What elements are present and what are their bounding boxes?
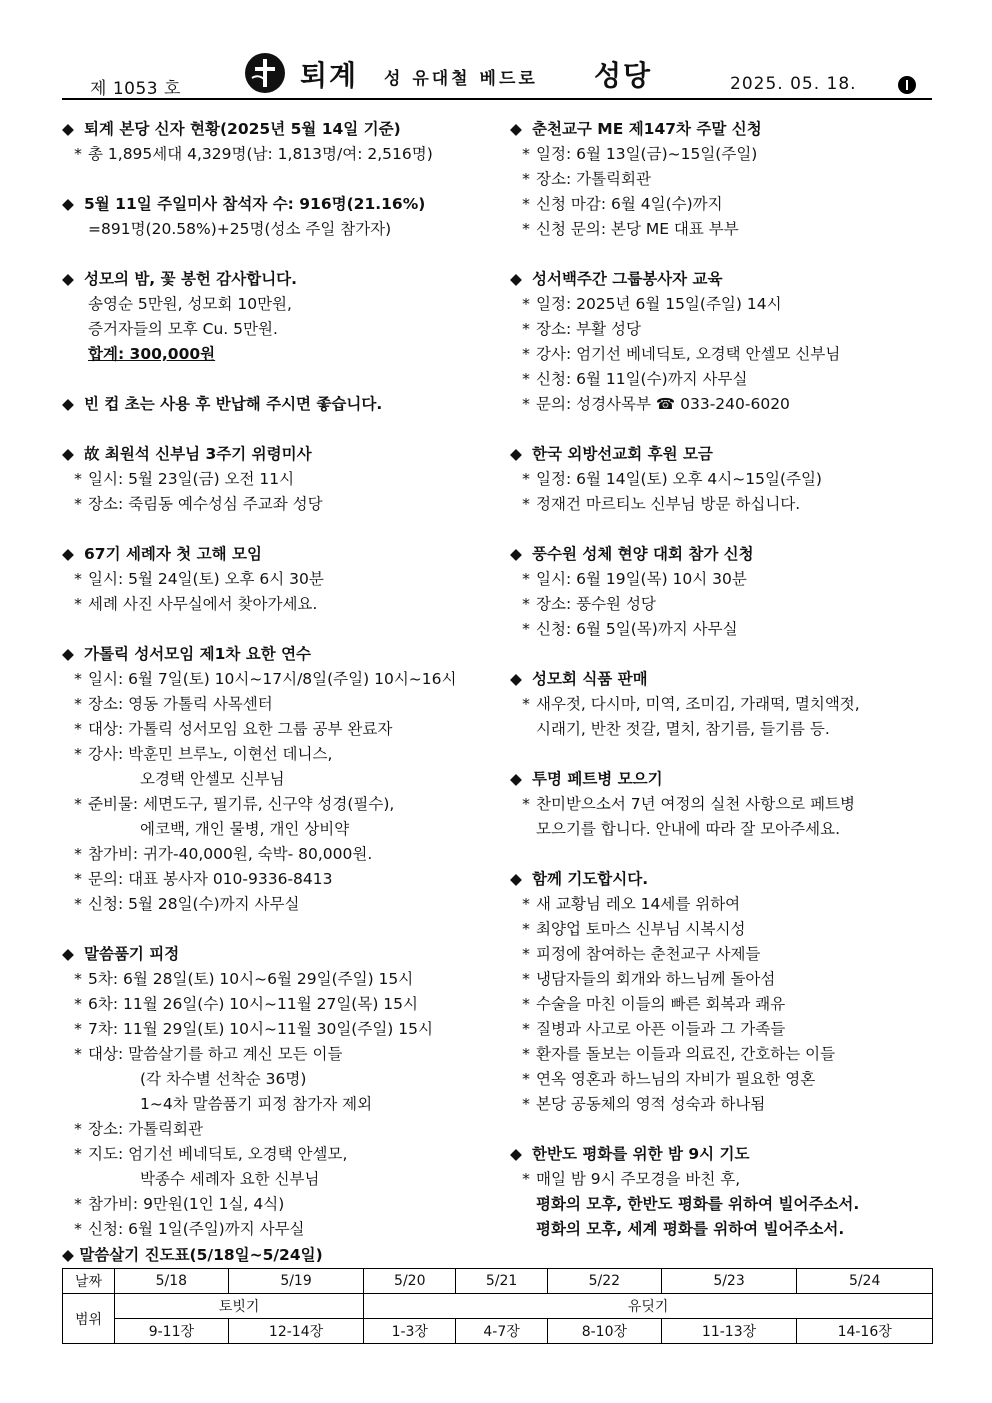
bullet-marker: * (522, 195, 530, 213)
bullet-marker: * (522, 170, 530, 188)
spacer (510, 1117, 940, 1142)
bullet-text: 장소: 부활 성당 (536, 320, 641, 338)
continuation-line: (각 차수별 선착순 36명) (140, 1070, 307, 1088)
bullet-marker: * (74, 145, 82, 163)
bullet-item (510, 492, 940, 517)
bullet-item (510, 342, 940, 367)
diamond-icon: ◆ (62, 645, 74, 663)
bullet-marker: * (522, 295, 530, 313)
chapter-cell: 9-11장 (115, 1319, 229, 1344)
continuation-line: 에코백, 개인 물병, 개인 상비약 (140, 820, 350, 838)
diamond-icon: ◆ (62, 195, 74, 213)
bullet-text: 장소: 풍수원 성당 (536, 595, 656, 613)
diamond-icon: ◆ (62, 545, 74, 563)
bullet-marker: * (74, 1120, 82, 1138)
bullet-marker: * (522, 570, 530, 588)
notice-heading (510, 267, 940, 292)
right-column (510, 117, 940, 1242)
bullet-text: 정재건 마르티노 신부님 방문 하십니다. (536, 495, 801, 513)
spacer (510, 242, 940, 267)
bullet-text: 매일 밤 9시 주모경을 바친 후, (536, 1170, 741, 1188)
chapter-row (63, 1319, 933, 1344)
notice-heading (62, 542, 502, 567)
bullet-item (62, 842, 502, 867)
bullet-marker: * (74, 995, 82, 1013)
bullet-marker: * (522, 995, 530, 1013)
notice-heading (510, 442, 940, 467)
bullet-item (510, 392, 940, 417)
bullet-marker: * (522, 970, 530, 988)
bullet-marker: * (74, 595, 82, 613)
spacer (62, 367, 502, 392)
bullet-item (510, 967, 940, 992)
heading-text: 퇴계 본당 신자 현황(2025년 5월 14일 기준) (84, 120, 401, 138)
bullet-text: 6차: 11월 26일(수) 10시~11월 27일(목) 15시 (88, 995, 418, 1013)
heading-text: 풍수원 성체 현양 대회 참가 신청 (532, 545, 754, 563)
bullet-text: 일시: 5월 24일(토) 오후 6시 30분 (88, 570, 324, 588)
spacer (62, 167, 502, 192)
spacer (510, 517, 940, 542)
bullet-marker: * (522, 620, 530, 638)
spacer (62, 517, 502, 542)
notice-heading (510, 542, 940, 567)
bullet-marker: * (74, 670, 82, 688)
continuation-line: 모으기를 합니다. 안내에 따라 잘 모아주세요. (536, 820, 841, 838)
bullet-text: 총 1,895세대 4,329명(남: 1,813명/여: 2,516명) (88, 145, 433, 163)
notice-heading (62, 267, 502, 292)
bullet-text: 장소: 영동 가톨릭 사목센터 (88, 695, 273, 713)
date-cell: 5/22 (548, 1269, 662, 1294)
bullet-item (510, 942, 940, 967)
bullet-marker: * (74, 895, 82, 913)
bullet-text: 장소: 가톨릭회관 (536, 170, 651, 188)
diamond-icon: ◆ (62, 445, 74, 463)
spacer (62, 242, 502, 267)
bullet-marker: * (74, 1220, 82, 1238)
bullet-item (510, 567, 940, 592)
heading-text: 67기 세례자 첫 고해 모임 (84, 545, 262, 563)
bullet-item (510, 792, 940, 817)
bullet-text: 신청: 6월 1일(주일)까지 사무실 (88, 1220, 305, 1238)
range-header: 범위 (63, 1294, 115, 1344)
bullet-item (62, 142, 502, 167)
bullet-marker: * (522, 1020, 530, 1038)
bullet-marker: * (522, 395, 530, 413)
bullet-text: 신청: 6월 11일(수)까지 사무실 (536, 370, 748, 388)
diamond-icon: ◆ (510, 270, 522, 288)
bullet-item (62, 467, 502, 492)
book-row (63, 1294, 933, 1319)
bullet-text: 본당 공동체의 영적 성숙과 하나됨 (536, 1095, 766, 1113)
spacer (510, 417, 940, 442)
chapter-cell: 4-7장 (456, 1319, 548, 1344)
bullet-text: 대상: 말씀살기를 하고 계신 모든 이들 (88, 1045, 343, 1063)
heading-text: 말씀품기 피정 (84, 945, 180, 963)
left-column (62, 117, 502, 1242)
bullet-item (62, 592, 502, 617)
bullet-marker: * (74, 795, 82, 813)
bullet-item (62, 567, 502, 592)
bullet-text: 문의: 성경사목부 ☎ 033-240-6020 (536, 395, 790, 413)
bullet-item (510, 992, 940, 1017)
date-cell: 5/19 (228, 1269, 364, 1294)
notice-heading (510, 117, 940, 142)
chapter-cell: 11-13장 (661, 1319, 797, 1344)
bullet-text: 참가비: 귀가-40,000원, 숙박- 80,000원. (88, 845, 373, 863)
bullet-text: 일시: 6월 19일(목) 10시 30분 (536, 570, 747, 588)
date-cell: 5/20 (364, 1269, 456, 1294)
diamond-icon: ◆ (510, 870, 522, 888)
bullet-text: 5차: 6월 28일(토) 10시~6월 29일(주일) 15시 (88, 970, 414, 988)
bullet-text: 찬미받으소서 7년 여정의 실천 사항으로 페트병 (536, 795, 855, 813)
continuation-line: 송영순 5만원, 성모회 10만원, (88, 295, 292, 313)
bullet-item (510, 317, 940, 342)
bullet-text: 신청: 5월 28일(수)까지 사무실 (88, 895, 300, 913)
bullet-marker: * (74, 970, 82, 988)
bullet-marker: * (522, 470, 530, 488)
bullet-text: 장소: 가톨릭회관 (88, 1120, 203, 1138)
spacer (62, 617, 502, 642)
bullet-marker: * (74, 470, 82, 488)
heading-text: 故 최원석 신부님 3주기 위령미사 (84, 445, 312, 463)
chapter-cell: 12-14장 (228, 1319, 364, 1344)
bullet-item (510, 1042, 940, 1067)
bullet-marker: * (522, 495, 530, 513)
bullet-marker: * (522, 145, 530, 163)
continuation-line: 1~4차 말씀품기 피정 참가자 제외 (140, 1095, 373, 1113)
notice-heading (510, 767, 940, 792)
bullet-text: 강사: 박훈민 브루노, 이현선 데니스, (88, 745, 333, 763)
bulletin-header (62, 52, 932, 100)
patron-saint: 성 유대철 베드로 (384, 69, 538, 89)
spacer (510, 742, 940, 767)
bullet-text: 신청 마감: 6월 4일(수)까지 (536, 195, 723, 213)
bullet-marker: * (522, 1170, 530, 1188)
bullet-marker: * (74, 720, 82, 738)
bullet-marker: * (522, 220, 530, 238)
issue-number: 제 1053 호 (90, 79, 181, 99)
bullet-marker: * (522, 345, 530, 363)
bullet-marker: * (74, 695, 82, 713)
bullet-text: 일시: 5월 23일(금) 오전 11시 (88, 470, 295, 488)
bullet-text: 수술을 마친 이들의 빠른 회복과 쾌유 (536, 995, 786, 1013)
bullet-item (62, 667, 502, 692)
diamond-icon: ◆ (62, 945, 74, 963)
notice-heading (510, 667, 940, 692)
bullet-marker: * (74, 870, 82, 888)
heading-text: 가톨릭 성서모임 제1차 요한 연수 (84, 645, 312, 663)
date-cell: 5/18 (115, 1269, 229, 1294)
heading-text: 함께 기도합시다. (532, 870, 649, 888)
bullet-item (510, 192, 940, 217)
bullet-item (510, 1017, 940, 1042)
bullet-text: 새 교황님 레오 14세를 위하여 (536, 895, 741, 913)
diamond-icon: ◆ (510, 1145, 522, 1163)
bullet-marker: * (74, 1020, 82, 1038)
liturgical-season-icon (898, 76, 916, 94)
bullet-text: 준비물: 세면도구, 필기류, 신구약 성경(필수), (88, 795, 395, 813)
diamond-icon: ◆ (510, 545, 522, 563)
heading-text: 성서백주간 그룹봉사자 교육 (532, 270, 723, 288)
bullet-item (62, 1217, 502, 1242)
bullet-item (510, 467, 940, 492)
continuation-line: 증거자들의 모후 Cu. 5만원. (88, 320, 278, 338)
date-cell: 5/24 (797, 1269, 933, 1294)
bullet-text: 대상: 가톨릭 성서모임 요한 그룹 공부 완료자 (88, 720, 393, 738)
bullet-item (62, 717, 502, 742)
spacer (510, 842, 940, 867)
bullet-marker: * (522, 1070, 530, 1088)
bullet-marker: * (522, 920, 530, 938)
heading-text: 한국 외방선교회 후원 모금 (532, 445, 713, 463)
date-cell: 5/21 (456, 1269, 548, 1294)
bullet-item (62, 1192, 502, 1217)
bullet-item (62, 892, 502, 917)
continuation-line: 오경택 안셀모 신부님 (140, 770, 285, 788)
bullet-item (62, 492, 502, 517)
bullet-text: 장소: 죽림동 예수성심 주교좌 성당 (88, 495, 323, 513)
bullet-item (510, 917, 940, 942)
heading-text: 성모의 밤, 꽃 봉헌 감사합니다. (84, 270, 298, 288)
bullet-item (62, 792, 502, 817)
bullet-marker: * (74, 845, 82, 863)
heading-text: 춘천교구 ME 제147차 주말 신청 (532, 120, 762, 138)
bullet-marker: * (522, 695, 530, 713)
book-cell: 토빗기 (115, 1294, 364, 1319)
bullet-text: 최양업 토마스 신부님 시복시성 (536, 920, 746, 938)
bullet-marker: * (522, 795, 530, 813)
bullet-marker: * (74, 745, 82, 763)
continuation-line: 평화의 모후, 세계 평화를 위하여 빌어주소서. (536, 1220, 845, 1238)
bullet-text: 냉담자들의 회개와 하느님께 돌아섬 (536, 970, 776, 988)
bullet-text: 일정: 2025년 6월 15일(주일) 14시 (536, 295, 782, 313)
bullet-text: 문의: 대표 봉사자 010-9336-8413 (88, 870, 333, 888)
bullet-marker: * (522, 1045, 530, 1063)
bullet-marker: * (74, 570, 82, 588)
bullet-text: 세례 사진 사무실에서 찾아가세요. (88, 595, 318, 613)
bullet-item (510, 592, 940, 617)
bullet-item (510, 692, 940, 717)
parish-name: 퇴계 (300, 59, 359, 92)
bullet-text: 강사: 엄기선 베네딕토, 오경택 안셀모 신부님 (536, 345, 841, 363)
bullet-marker: * (522, 370, 530, 388)
bullet-item (62, 1017, 502, 1042)
notice-heading (510, 1142, 940, 1167)
bullet-text: 연옥 영혼과 하느님의 자비가 필요한 영혼 (536, 1070, 816, 1088)
bullet-text: 7차: 11월 29일(토) 10시~11월 30일(주일) 15시 (88, 1020, 433, 1038)
bullet-marker: * (522, 945, 530, 963)
bullet-text: 신청: 6월 5일(목)까지 사무실 (536, 620, 738, 638)
bullet-item (510, 1067, 940, 1092)
notice-heading (62, 192, 502, 217)
notice-heading (62, 942, 502, 967)
bullet-item (510, 142, 940, 167)
bullet-text: 질병과 사고로 아픈 이들과 그 가족들 (536, 1020, 786, 1038)
diamond-icon: ◆ (62, 120, 74, 138)
chapter-cell: 14-16장 (797, 1319, 933, 1344)
bullet-item (62, 967, 502, 992)
bullet-marker: * (522, 320, 530, 338)
bullet-text: 참가비: 9만원(1인 1실, 4식) (88, 1195, 285, 1213)
bullet-text: 새우젓, 다시마, 미역, 조미김, 가래떡, 멸치액젓, (536, 695, 860, 713)
notice-heading (62, 392, 502, 417)
bullet-item (62, 742, 502, 767)
continuation-line: 합계: 300,000원 (88, 345, 216, 363)
notice-heading (62, 442, 502, 467)
bullet-item (62, 692, 502, 717)
bullet-marker: * (74, 1145, 82, 1163)
diamond-icon: ◆ (510, 120, 522, 138)
bullet-marker: * (74, 1045, 82, 1063)
diamond-icon: ◆ (62, 1246, 80, 1264)
schedule-table (62, 1268, 933, 1344)
bullet-item (510, 217, 940, 242)
heading-text: 성모회 식품 판매 (532, 670, 648, 688)
chapter-cell: 8-10장 (548, 1319, 662, 1344)
bullet-marker: * (522, 1095, 530, 1113)
bullet-item (510, 292, 940, 317)
spacer (62, 917, 502, 942)
diamond-icon: ◆ (510, 770, 522, 788)
bullet-item (510, 892, 940, 917)
bullet-text: 일정: 6월 14일(토) 오후 4시~15일(주일) (536, 470, 822, 488)
date-cell: 5/23 (661, 1269, 797, 1294)
notice-heading (62, 117, 502, 142)
continuation-line: 시래기, 반찬 젓갈, 멸치, 참기름, 들기름 등. (536, 720, 830, 738)
bullet-item (510, 1092, 940, 1117)
diamond-icon: ◆ (510, 670, 522, 688)
bullet-marker: * (74, 1195, 82, 1213)
notice-heading (62, 642, 502, 667)
bullet-marker: * (74, 495, 82, 513)
continuation-line: 평화의 모후, 한반도 평화를 위하여 빌어주소서. (536, 1195, 860, 1213)
bullet-item (62, 992, 502, 1017)
bullet-marker: * (522, 895, 530, 913)
bullet-item (62, 1117, 502, 1142)
bullet-item (510, 1167, 940, 1192)
diamond-icon: ◆ (510, 445, 522, 463)
church-logo-icon (244, 52, 286, 94)
bullet-item (62, 867, 502, 892)
date-header: 날짜 (63, 1269, 115, 1294)
schedule-title: ◆ 말씀살기 진도표(5/18일~5/24일) (62, 1246, 323, 1264)
date-row (63, 1269, 933, 1294)
bullet-item (510, 167, 940, 192)
diamond-icon: ◆ (62, 270, 74, 288)
bullet-text: 일정: 6월 13일(금)~15일(주일) (536, 145, 758, 163)
church-label: 성당 (594, 59, 653, 92)
heading-text: 5월 11일 주일미사 참석자 수: 916명(21.16%) (84, 195, 426, 213)
bullet-item (62, 1142, 502, 1167)
bullet-text: 지도: 엄기선 베네딕토, 오경택 안셀모, (88, 1145, 348, 1163)
chapter-cell: 1-3장 (364, 1319, 456, 1344)
heading-text: 빈 컵 초는 사용 후 반납해 주시면 좋습니다. (84, 395, 383, 413)
notice-heading (510, 867, 940, 892)
spacer (510, 642, 940, 667)
continuation-line: 박종수 세례자 요한 신부님 (140, 1170, 320, 1188)
book-cell: 유딧기 (364, 1294, 933, 1319)
bullet-text: 환자를 돌보는 이들과 의료진, 간호하는 이들 (536, 1045, 836, 1063)
bullet-item (510, 367, 940, 392)
spacer (62, 417, 502, 442)
diamond-icon: ◆ (62, 395, 74, 413)
bullet-text: 피정에 참여하는 춘천교구 사제들 (536, 945, 761, 963)
heading-text: 한반도 평화를 위한 밤 9시 기도 (532, 1145, 750, 1163)
bullet-marker: * (522, 595, 530, 613)
heading-text: 투명 페트병 모으기 (532, 770, 663, 788)
bullet-text: 일시: 6월 7일(토) 10시~17시/8일(주일) 10시~16시 (88, 670, 457, 688)
continuation-line: =891명(20.58%)+25명(성소 주일 참가자) (88, 220, 392, 238)
bullet-item (62, 1042, 502, 1067)
bullet-text: 신청 문의: 본당 ME 대표 부부 (536, 220, 739, 238)
bulletin-date: 2025. 05. 18. (730, 74, 857, 94)
bullet-item (510, 617, 940, 642)
